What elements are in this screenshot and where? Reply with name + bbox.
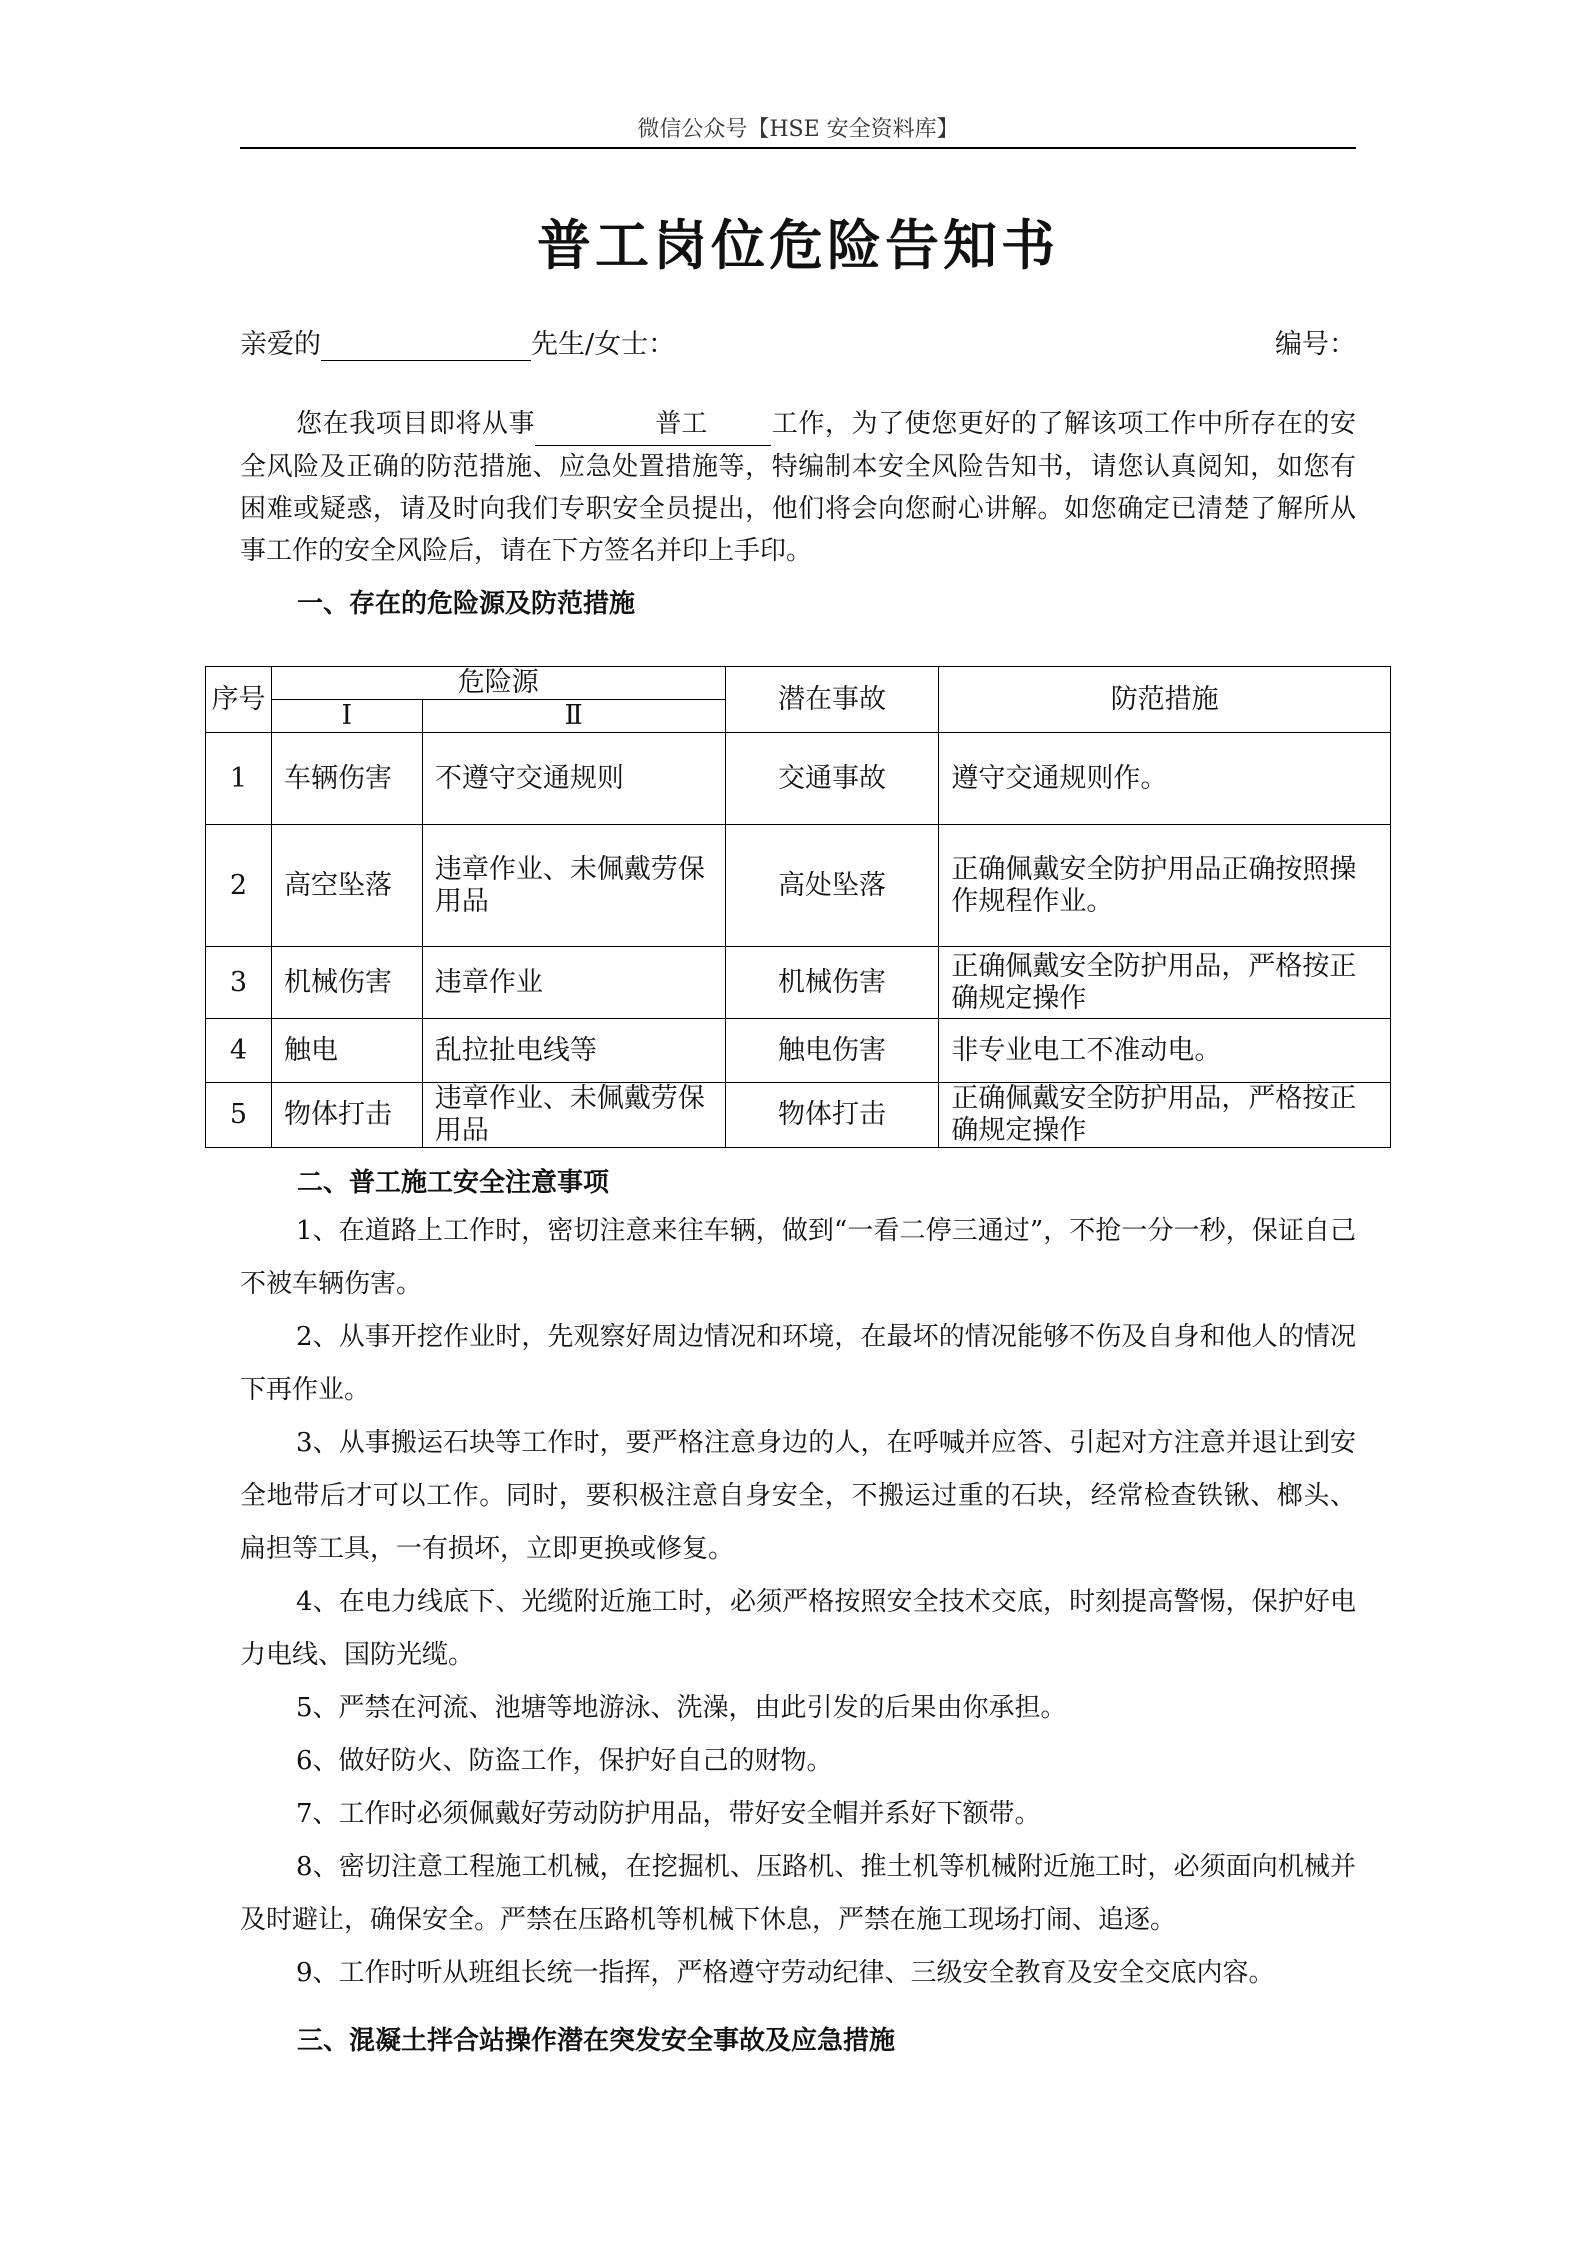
table-row (206, 825, 1391, 947)
greeting-prefix: 亲爱的 (240, 329, 321, 360)
note-item: 4、在电力线底下、光缆附近施工时，必须严格按照安全技术交底，时刻提高警惕，保护好电力电线、国防光缆。 (240, 1587, 1356, 1670)
row-hazard-2: 违章作业、未佩戴劳保用品 (422, 825, 725, 947)
note-item: 3、从事搬运石块等工作时，要严格注意身边的人，在呼喊并应答、引起对方注意并退让到安全地带后才可以工作。同时，要积极注意自身安全，不搬运过重的石块，经常检查铁锹、榔头、扁担等工具，一有损坏，立即更换或修复。 (240, 1428, 1356, 1564)
intro-paragraph (240, 403, 1356, 572)
greeting-suffix: 先生/女士： (531, 329, 676, 360)
section2-heading: 二、普工施工安全注意事项 (297, 1168, 610, 1198)
row-hazard-1: 物体打击 (271, 1083, 422, 1148)
row-hazard-2: 乱拉扯电线等 (422, 1019, 725, 1083)
row-no: 3 (206, 947, 272, 1019)
row-measure: 非专业电工不准动电。 (939, 1019, 1391, 1083)
row-accident: 交通事故 (725, 733, 939, 825)
note-item: 6、做好防火、防盗工作，保护好自己的财物。 (296, 1746, 833, 1776)
row-hazard-1: 高空坠落 (271, 825, 422, 947)
table-row (206, 947, 1391, 1019)
table-header-row (206, 667, 1391, 700)
row-measure: 正确佩戴安全防护用品，严格按正确规定操作 (939, 947, 1391, 1019)
header-level1: Ⅰ (271, 700, 422, 733)
note-item: 8、密切注意工程施工机械，在挖掘机、压路机、推土机等机械附近施工时，必须面向机械并及时避让，确保安全。严禁在压路机等机械下休息，严禁在施工现场打闹、追逐。 (240, 1852, 1356, 1935)
row-accident: 高处坠落 (725, 825, 939, 947)
row-hazard-2: 不遵守交通规则 (422, 733, 725, 825)
safety-notes (240, 1205, 1356, 2000)
name-blank[interactable] (321, 329, 531, 361)
page-header: 微信公众号【HSE 安全资料库】 (637, 117, 959, 142)
number-label: 编号： (1275, 329, 1356, 360)
row-hazard-1: 机械伤害 (271, 947, 422, 1019)
row-no: 5 (206, 1083, 272, 1148)
note-item: 5、严禁在河流、池塘等地游泳、洗澡，由此引发的后果由你承担。 (296, 1693, 1067, 1723)
row-hazard-2: 违章作业 (422, 947, 725, 1019)
row-hazard-1: 车辆伤害 (271, 733, 422, 825)
table-row (206, 733, 1391, 825)
header-accident: 潜在事故 (725, 667, 939, 733)
greeting-left (240, 322, 675, 361)
header-divider (240, 147, 1356, 149)
row-no: 2 (206, 825, 272, 947)
header-seq: 序号 (206, 667, 272, 733)
row-hazard-1: 触电 (271, 1019, 422, 1083)
table-row (206, 1083, 1391, 1148)
job-blank (535, 403, 771, 446)
document-title: 普工岗位危险告知书 (537, 213, 1059, 277)
section3-heading: 三、混凝土拌合站操作潜在突发安全事故及应急措施 (297, 2026, 896, 2056)
row-no: 4 (206, 1019, 272, 1083)
row-accident: 触电伤害 (725, 1019, 939, 1083)
note-item: 2、从事开挖作业时，先观察好周边情况和环境，在最坏的情况能够不伤及自身和他人的情况下再作业。 (240, 1322, 1356, 1405)
row-accident: 机械伤害 (725, 947, 939, 1019)
job-name: 普工 (655, 409, 708, 439)
greeting-line (240, 322, 1356, 361)
row-hazard-2: 违章作业、未佩戴劳保用品 (422, 1083, 725, 1148)
section1-heading: 一、存在的危险源及防范措施 (297, 589, 636, 619)
intro-before-job: 您在我项目即将从事 (296, 409, 536, 439)
table-row (206, 1019, 1391, 1083)
header-measures: 防范措施 (939, 667, 1391, 733)
header-level2: Ⅱ (422, 700, 725, 733)
hazard-table (205, 666, 1391, 1148)
note-item: 9、工作时听从班组长统一指挥，严格遵守劳动纪律、三级安全教育及安全交底内容。 (296, 1958, 1275, 1988)
intro-after-job: 工作，为了使您更好的了解该项工作中所存在的安全风险及正确的防范措施、应急处置措施等，特编制本安全风险告知书，请您认真阅知，如您有困难或疑惑，请及时向我们专职安全员提出，他们将会向您耐心讲解。如您确定已清楚了解所从事工作的安全风险后，请在下方签名并印上手印。 (240, 409, 1356, 566)
note-item: 7、工作时必须佩戴好劳动防护用品，带好安全帽并系好下额带。 (296, 1799, 1041, 1829)
row-measure: 正确佩戴安全防护用品正确按照操作规程作业。 (939, 825, 1391, 947)
note-item: 1、在道路上工作时，密切注意来往车辆，做到“一看二停三通过”，不抢一分一秒，保证自己不被车辆伤害。 (240, 1216, 1356, 1299)
row-measure: 遵守交通规则作。 (939, 733, 1391, 825)
row-no: 1 (206, 733, 272, 825)
row-accident: 物体打击 (725, 1083, 939, 1148)
row-measure: 正确佩戴安全防护用品，严格按正确规定操作 (939, 1083, 1391, 1148)
header-hazard: 危险源 (271, 667, 725, 700)
